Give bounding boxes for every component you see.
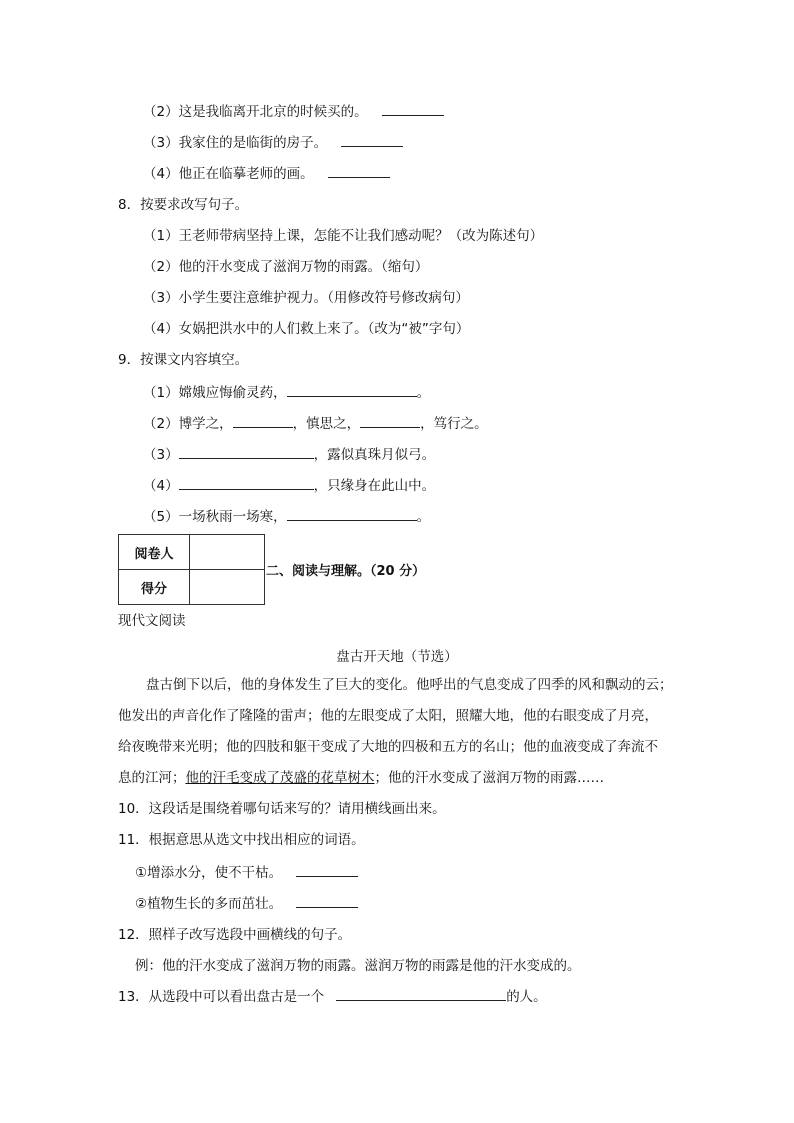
q9-item-3: （3） ，露似真珠月似弓。 xyxy=(143,447,436,463)
passage-title: 盘古开天地（节选） xyxy=(336,649,458,665)
answer-blank[interactable] xyxy=(360,415,420,428)
q11-heading: 11．根据意思从选文中找出相应的词语。 xyxy=(118,832,365,848)
passage-line: 他发出的声音化作了隆隆的雷声；他的左眼变成了太阳，照耀大地，他的右眼变成了月亮， xyxy=(118,708,658,724)
underlined-sentence: 他的汗毛变成了茂盛的花草树木 xyxy=(185,770,375,786)
q8-item-4: （4）女娲把洪水中的人们救上来了。（改为“被”字句） xyxy=(143,321,470,337)
passage-line: 盘古倒下以后，他的身体发生了巨大的变化。他呼出的气息变成了四季的风和飘动的云； xyxy=(146,677,673,693)
answer-blank[interactable] xyxy=(341,134,403,147)
q11-item-1: ①增添水分，使不干枯。 xyxy=(135,864,358,882)
q8-item-1: （1）王老师带病坚持上课，怎能不让我们感动呢？（改为陈述句） xyxy=(143,228,544,244)
q11-item-2: ②植物生长的多而茁壮。 xyxy=(135,895,358,913)
q8-heading: 8．按要求改写句子。 xyxy=(118,197,249,213)
q12-example: 例：他的汗水变成了滋润万物的雨露。滋润万物的雨露是他的汗水变成的。 xyxy=(135,958,581,974)
answer-blank[interactable] xyxy=(179,477,314,490)
score-field[interactable] xyxy=(190,570,265,605)
q8-item-2: （2）他的汗水变成了滋润万物的雨露。（缩句） xyxy=(143,259,429,275)
reading-label: 现代文阅读 xyxy=(118,613,186,629)
q8-item-3: （3）小学生要注意维护视力。（用修改符号修改病句） xyxy=(143,290,469,306)
answer-blank[interactable] xyxy=(296,895,358,908)
answer-blank[interactable] xyxy=(336,988,506,1001)
q10: 10．这段话是围绕着哪句话来写的？请用横线画出来。 xyxy=(118,801,446,817)
answer-blank[interactable] xyxy=(328,165,390,178)
reviewer-field[interactable] xyxy=(190,535,265,570)
answer-blank[interactable] xyxy=(296,864,358,877)
section-heading: 二、阅读与理解。（20 分） xyxy=(266,564,426,579)
answer-blank[interactable] xyxy=(287,508,417,521)
answer-blank[interactable] xyxy=(233,415,293,428)
score-table xyxy=(118,534,265,605)
passage xyxy=(118,670,678,794)
q9-item-4: （4） ，只缘身在此山中。 xyxy=(143,478,436,494)
q9-heading: 9．按课文内容填空。 xyxy=(118,352,249,368)
q9-item-1: （1）嫦娥应悔偷灵药， 。 xyxy=(143,385,431,401)
q9-item-2: （2）博学之， ，慎思之， ，笃行之。 xyxy=(143,416,488,432)
answer-blank[interactable] xyxy=(287,384,417,397)
q12-heading: 12．照样子改写选段中画横线的句子。 xyxy=(118,927,352,943)
q9-item-5: （5）一场秋雨一场寒， 。 xyxy=(143,509,431,525)
passage-line: 给夜晚带来光明；他的四肢和躯干变成了大地的四极和五方的名山；他的血液变成了奔流不 xyxy=(118,739,658,755)
q7-item-2: （2）这是我临离开北京的时候买的。 xyxy=(143,103,444,121)
q13: 13．从选段中可以看出盘古是一个 的人。 xyxy=(118,989,547,1005)
q7-item-3: （3）我家住的是临街的房子。 xyxy=(143,134,403,152)
score-label: 得分 xyxy=(119,570,190,605)
passage-line: 息的江河；他的汗毛变成了茂盛的花草树木；他的汗水变成了滋润万物的雨露…… xyxy=(118,770,604,786)
answer-blank[interactable] xyxy=(179,446,314,459)
answer-blank[interactable] xyxy=(382,103,444,116)
reviewer-label: 阅卷人 xyxy=(119,535,190,570)
q7-item-4: （4）他正在临摹老师的画。 xyxy=(143,165,390,183)
